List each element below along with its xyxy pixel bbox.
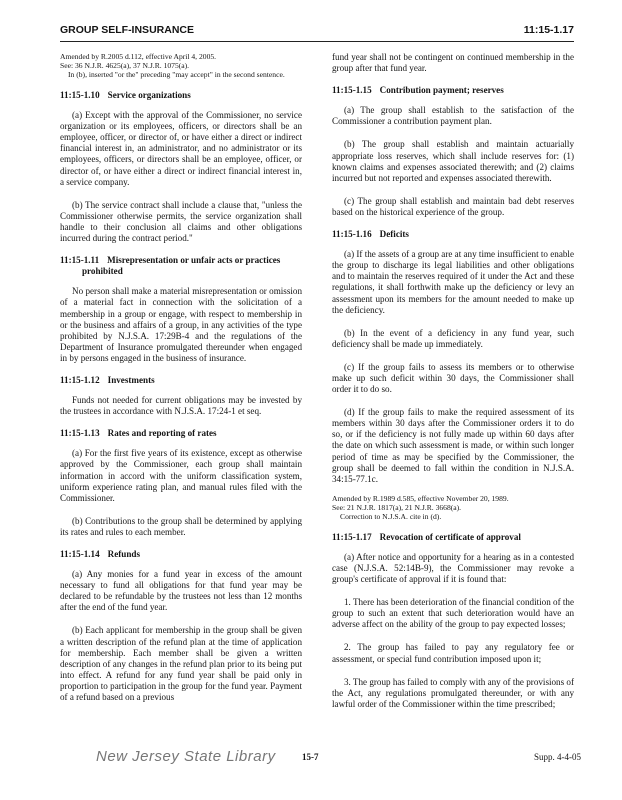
- paragraph: (b) Each applicant for membership in the group shall be given a written description of the refund plan at the time of application for membership. Each member shall be given a written description of any changes in the refund plan prior to its being put into effect. A refund for any fund year shall be paid only in proportion to participation in the group for the fund year. Payment of a refund based on a previous: [60, 625, 302, 703]
- paragraph: (a) If the assets of a group are at any time insufficient to enable the group to discharge its legal liabilities and other obligations and to maintain the reserves required of it under the Act and these regulations, it shall forthwith make up the deficiency or levy an assessment upon its members for the amount needed to make up the deficiency.: [332, 249, 574, 315]
- paragraph: (a) For the first five years of its existence, except as otherwise approved by the Commissioner, each group shall maintain information in accord with the uniform classification system, uniform experience rating plan, and manual rules filed with the Commissioner.: [60, 448, 302, 503]
- section-title: Rates and reporting of rates: [107, 428, 217, 439]
- amendment-note: See: 36 N.J.R. 4625(a), 37 N.J.R. 1075(a).: [60, 61, 190, 70]
- section-heading: [60, 90, 302, 101]
- section-heading: [332, 85, 574, 96]
- paragraph: (a) Any monies for a fund year in excess of the amount necessary to fund all obligations for that fund year may be declared to be refundable by the trustees not less than 12 months after the end of the fund year.: [60, 569, 302, 613]
- section-number: 11:15-1.14: [60, 549, 100, 559]
- header-title: GROUP SELF-INSURANCE: [60, 24, 194, 36]
- section-title: Deficits: [379, 229, 409, 240]
- section-heading: [60, 255, 302, 277]
- left-column: [60, 52, 302, 703]
- page-number: 15-7: [302, 752, 319, 762]
- paragraph-continued: fund year shall not be contingent on continued membership in the group after that fund year.: [332, 52, 574, 74]
- paragraph: (a) Except with the approval of the Commissioner, no service organization or its employees, officers, or directors shall be an employee, officer, or director of, or have either a direct or indirect financial interest in, an administrator, and no administrator or its employees, officers, or directors shall be an employee, officer, or director of, or have either a direct or indirect financial interest in, a service company.: [60, 110, 302, 187]
- paragraph: (d) If the group fails to make the required assessment of its members within 30 days after the Commissioner orders it to do so, or if the deficiency is not fully made up within 60 days after the date on which such assessment is made, or within such longer period of time as may be specified by the Commissioner, the group shall be deemed to fall within the condition in N.J.S.A. 34:15-77.1c.: [332, 407, 574, 484]
- list-item: 3. The group has failed to comply with any of the provisions of the Act, any regulations promulgated thereunder, or with any lawful order of the Commissioner within the time prescribed;: [332, 676, 574, 709]
- header-section: 11:15-1.17: [523, 24, 574, 36]
- section-heading: [332, 229, 574, 240]
- section-heading: [60, 428, 302, 439]
- section-title: Revocation of certificate of approval: [379, 531, 521, 542]
- paragraph: (b) The service contract shall include a clause that, "unless the Commissioner otherwise permits, the service organization shall handle to their conclusion all claims and other obligations incurred during the contract period.": [60, 199, 302, 244]
- section-number: 11:15-1.10: [60, 90, 100, 100]
- paragraph: (b) Contributions to the group shall be determined by applying its rates and rules to each member.: [60, 515, 302, 537]
- section-title: Contribution payment; reserves: [379, 85, 504, 96]
- paragraph: (a) After notice and opportunity for a hearing as in a contested case (N.J.S.A. 52:14B-9), the Commissioner may revoke a group's certificate of approval if it is found that:: [332, 551, 574, 585]
- amendment-note: Correction to N.J.S.A. cite in (d).: [340, 511, 442, 521]
- library-watermark: New Jersey State Library: [96, 748, 276, 765]
- running-header: [60, 24, 574, 38]
- section-number: 11:15-1.16: [332, 229, 372, 240]
- section-heading: [60, 375, 302, 386]
- amendment-note: Amended by R.2005 d.112, effective April 4, 2005.: [60, 52, 217, 61]
- paragraph: (b) The group shall establish and maintain actuarially appropriate loss reserves, which shall include reserves for: (1) known claims and expenses associated therewith; and (2) claims incurred but not reported and expenses associated therewith.: [332, 139, 574, 183]
- paragraph: No person shall make a material misrepresentation or omission of a material fact in connection with the solicitation of a membership in a group or engage, with respect to membership in or the business and affairs of a group, in any activities of the type prohibited by N.J.S.A. 17:29B-4 and the regulations of the Department of Insurance promulgated thereunder when engaged in by persons engaged in the business of insurance.: [60, 286, 302, 363]
- section-number: 11:15-1.12: [60, 374, 100, 385]
- section-number: 11:15-1.15: [332, 85, 372, 96]
- amendment-note: In (b), inserted "or the" preceding "may accept" in the second sentence.: [68, 70, 285, 79]
- section-heading: [332, 532, 574, 543]
- list-item: 2. The group has failed to pay any regulatory fee or assessment, or special fund contribution imposed upon it;: [332, 642, 574, 664]
- paragraph: (c) The group shall establish and maintain bad debt reserves based on the historical experience of the group.: [332, 195, 574, 217]
- section-title: Refunds: [107, 549, 140, 559]
- section-number: 11:15-1.11: [60, 255, 100, 266]
- section-number: 11:15-1.13: [60, 428, 100, 439]
- list-item: 1. There has been deterioration of the financial condition of the group to such an extent that such deterioration would have an adverse affect on the ability of the group to pay expected losses;: [332, 597, 574, 630]
- supplement-date: Supp. 4-4-05: [534, 752, 581, 762]
- amendment-note: See: 21 N.J.R. 1817(a), 21 N.J.R. 3668(a).: [332, 502, 462, 512]
- right-column: [332, 52, 574, 710]
- paragraph: (a) The group shall establish to the satisfaction of the Commissioner a contribution payment plan.: [332, 105, 574, 127]
- section-title: Misrepresentation or unfair acts or practices prohibited: [82, 255, 281, 277]
- paragraph: Funds not needed for current obligations may be invested by the trustees in accordance with N.J.S.A. 17:24-1 et seq.: [60, 395, 302, 417]
- paragraph: (c) If the group fails to assess its members or to otherwise make up such deficit within 30 days, the Commissioner shall order it to do so.: [332, 361, 574, 395]
- header-rule: [60, 41, 574, 42]
- section-title: Service organizations: [107, 90, 191, 100]
- section-heading: [60, 549, 302, 560]
- paragraph: (b) In the event of a deficiency in any fund year, such deficiency shall be made up immediately.: [332, 327, 574, 349]
- amendment-note: Amended by R.1989 d.585, effective November 20, 1989.: [332, 493, 509, 503]
- section-title: Investments: [107, 374, 155, 385]
- section-number: 11:15-1.17: [332, 531, 372, 542]
